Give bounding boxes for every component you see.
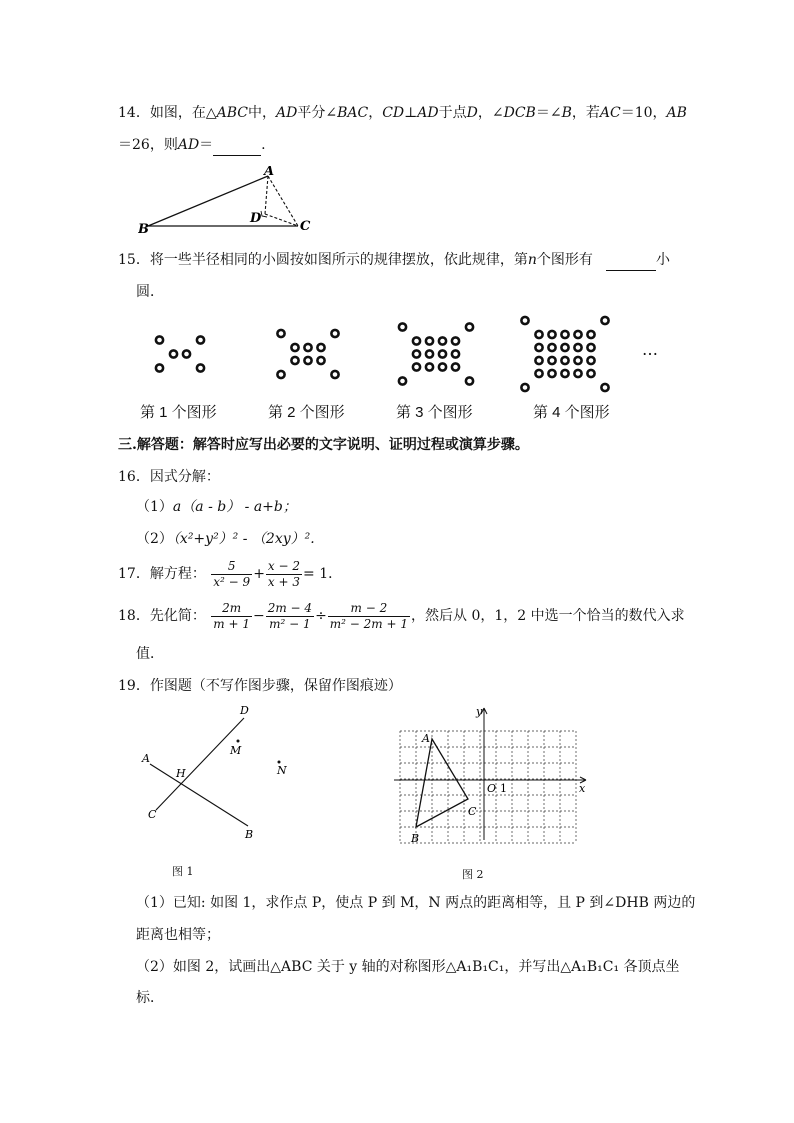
- pattern-4-circle: [535, 344, 542, 351]
- ellipsis: …: [642, 340, 658, 359]
- label-b: B: [138, 222, 149, 236]
- pattern-4-circle: [561, 357, 568, 364]
- pattern-4-circle: [548, 370, 555, 377]
- pattern-3-circle: [426, 350, 433, 357]
- pattern-4-circle: [561, 344, 568, 351]
- pattern-3-circle: [452, 350, 459, 357]
- pattern-4-circle: [587, 357, 594, 364]
- line-ab: [150, 764, 248, 826]
- pattern-1-corner-circle: [156, 364, 163, 371]
- q18-line2: 值．: [136, 646, 164, 662]
- segment-ad: [265, 176, 268, 214]
- pattern-3-corner-circle: [399, 323, 406, 330]
- pattern-3-circle: [426, 337, 433, 344]
- q16-part1: （1）a（a - b） - a+b；: [136, 499, 297, 515]
- svg-text:D: D: [240, 704, 249, 717]
- q19-part2-line1: （2）如图 2，试画出△ABC 关于 y 轴的对称图形△A₁B₁C₁，并写出△A₁B₁C₁ 各顶点坐: [136, 959, 680, 975]
- q19-part1-line1: （1）已知: 如图 1，求作点 P，使点 P 到 M，N 两点的距离相等，且 P 到∠DHB 两边的: [136, 895, 696, 911]
- pattern-4-circle: [535, 357, 542, 364]
- q15-pattern-figure: [140, 312, 660, 397]
- pattern-4-circle: [548, 344, 555, 351]
- caption-figure-2: 第 2 个图形: [268, 404, 345, 421]
- pattern-4-circle: [587, 331, 594, 338]
- pattern-3-circle: [452, 337, 459, 344]
- pattern-3-corner-circle: [466, 377, 473, 384]
- svg-text:H: H: [176, 767, 186, 780]
- q15-line2: 圆．: [136, 284, 164, 300]
- pattern-4-circle: [574, 344, 581, 351]
- triangle-abc: [416, 739, 468, 827]
- svg-text:C: C: [468, 805, 477, 818]
- label-a: A: [264, 166, 275, 179]
- q16-title: 16．因式分解：: [118, 469, 220, 485]
- caption-figure-1: 第 1 个图形: [140, 404, 217, 421]
- pattern-4-circle: [574, 370, 581, 377]
- svg-text:M: M: [230, 744, 242, 757]
- section-title: 三.解答题：解答时应写出必要的文字说明、证明过程或演算步骤。: [118, 437, 529, 453]
- pattern-3-circle: [452, 363, 459, 370]
- fraction-1: $\frac{2m}{m + 1}$: [213, 600, 250, 631]
- pattern-3-circle: [426, 363, 433, 370]
- q15-line1-end: 小: [606, 250, 670, 271]
- pattern-3-circle: [413, 337, 420, 344]
- svg-text:A: A: [422, 732, 430, 745]
- svg-text:B: B: [411, 832, 420, 845]
- svg-text:B: B: [245, 828, 254, 841]
- q19-part1-line2: 距离也相等；: [136, 927, 220, 943]
- pattern-1-corner-circle: [197, 364, 204, 371]
- pattern-4-corner-circle: [601, 384, 608, 391]
- pattern-2-circle: [304, 344, 311, 351]
- pattern-4-circle: [548, 357, 555, 364]
- pattern-3-circle: [439, 337, 446, 344]
- pattern-4-circle: [548, 331, 555, 338]
- pattern-4-corner-circle: [521, 317, 528, 324]
- q19-title: 19．作图题（不写作图步骤，保留作图痕迹）: [118, 678, 402, 694]
- pattern-2-corner-circle: [331, 330, 338, 337]
- fraction-2: $\frac{2m - 4}{\text{m² − 1}}$: [267, 600, 313, 631]
- pattern-4-corner-circle: [521, 384, 528, 391]
- pattern-2-circle: [291, 357, 298, 364]
- pattern-3-circle: [439, 350, 446, 357]
- pattern-2-circle: [291, 344, 298, 351]
- point-m: [237, 740, 240, 743]
- side-ac: [268, 176, 298, 226]
- caption-figure-3: 第 3 个图形: [396, 404, 473, 421]
- pattern-2-circle: [317, 357, 324, 364]
- q16-part2: （2）（x²+y²）² - （2xy）².: [136, 531, 315, 547]
- pattern-3-circle: [439, 363, 446, 370]
- pattern-4-circle: [535, 370, 542, 377]
- fraction-2: $\frac{x - 2}{x + 3}$: [267, 558, 301, 589]
- pattern-3-circle: [413, 363, 420, 370]
- pattern-2-corner-circle: [277, 371, 284, 378]
- pattern-1-corner-circle: [197, 336, 204, 343]
- figure-2-caption: 图 2: [462, 868, 484, 881]
- pattern-2-corner-circle: [277, 330, 284, 337]
- pattern-1-corner-circle: [156, 336, 163, 343]
- pattern-1-circle: [170, 350, 177, 357]
- q14-line2: ＝26，则AD＝ .: [118, 135, 266, 156]
- fraction-3: $\frac{m - 2}{\text{m² − 2m + 1}}$: [329, 600, 409, 631]
- q15-line1: 15．将一些半径相同的小圆按如图所示的规律摆放，依此规律，第n个图形有: [118, 252, 593, 268]
- q17: 17．解方程： $\frac{5}{\text{x² − 9}}$ + $\frac{x - 2}{x + 3}$ = 1．: [118, 558, 343, 589]
- q15-number: 15．: [118, 252, 150, 268]
- figure-1-caption: 图 1: [172, 865, 194, 878]
- svg-text:N: N: [277, 764, 287, 777]
- svg-text:C: C: [148, 808, 157, 821]
- svg-text:1: 1: [500, 782, 507, 795]
- pattern-4-circle: [574, 331, 581, 338]
- pattern-2-circle: [317, 344, 324, 351]
- pattern-4-circle: [574, 357, 581, 364]
- pattern-2-circle: [304, 357, 311, 364]
- pattern-4-circle: [561, 331, 568, 338]
- svg-text:O: O: [487, 782, 497, 795]
- pattern-3-corner-circle: [399, 377, 406, 384]
- q19-figure-1: [136, 700, 306, 845]
- pattern-3-corner-circle: [466, 323, 473, 330]
- q14-line1: 14．如图，在△ABC中，AD平分∠BAC，CD⊥AD于点D，∠DCB＝∠B，若AC＝10，AB: [118, 105, 687, 121]
- pattern-4-circle: [561, 370, 568, 377]
- pattern-4-circle: [587, 344, 594, 351]
- pattern-2-corner-circle: [331, 371, 338, 378]
- q19-figure-2: [386, 700, 596, 850]
- answer-blank[interactable]: [606, 250, 656, 271]
- circle-patterns: [156, 317, 609, 391]
- fraction-1: $\frac{5}{\text{x² − 9}}$: [213, 558, 251, 589]
- label-c: C: [300, 219, 311, 234]
- q19-part2-line2: 标．: [136, 990, 164, 1006]
- svg-text:y: y: [476, 705, 483, 718]
- pattern-1-circle: [183, 350, 190, 357]
- q18-line1: 18．先化简： $\frac{2m}{m + 1}$ − $\frac{2m - 4}{\text{m² − 1}}$ ÷ $\frac{m - 2}{\text{m² − 2m + 1}}$ ，然后从 0，1，2 中选一个恰当的数代入求: [118, 600, 685, 631]
- svg-text:x: x: [579, 782, 586, 795]
- q14-triangle-figure: [138, 166, 318, 236]
- caption-figure-4: 第 4 个图形: [533, 404, 610, 421]
- label-d: D: [250, 211, 262, 226]
- q14-number: 14．: [118, 105, 150, 121]
- pattern-3-circle: [413, 350, 420, 357]
- svg-text:A: A: [142, 752, 150, 765]
- answer-blank[interactable]: [213, 135, 261, 156]
- segment-dc: [265, 214, 298, 226]
- pattern-4-corner-circle: [601, 317, 608, 324]
- pattern-4-circle: [587, 370, 594, 377]
- pattern-4-circle: [535, 331, 542, 338]
